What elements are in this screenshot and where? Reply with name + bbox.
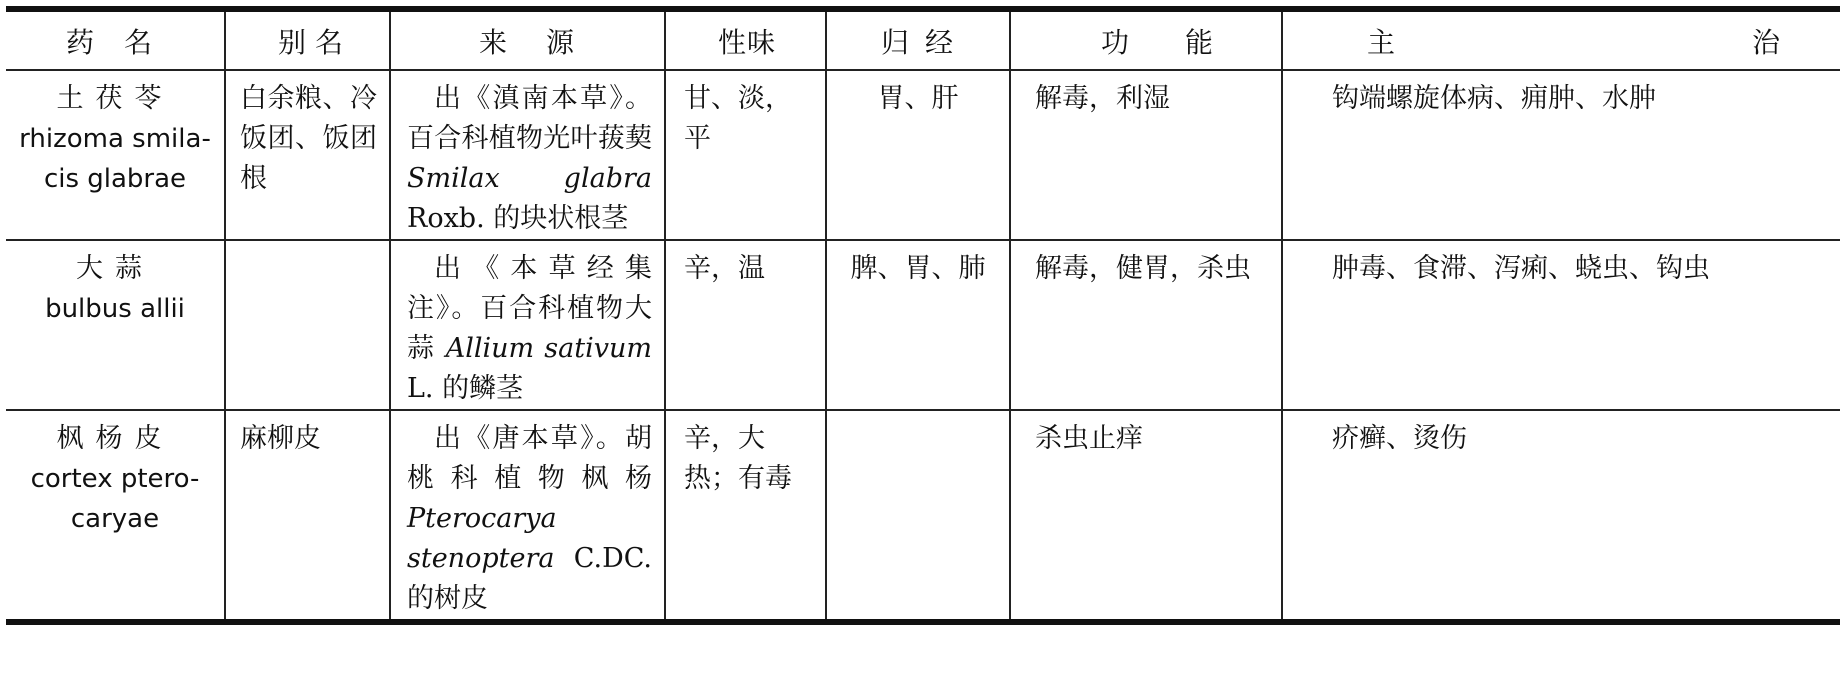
herb-name-chinese: 土茯苓: [56, 83, 174, 114]
latin-species-name: Allium sativum: [445, 333, 652, 364]
source-text: Roxb. 的块状根茎: [407, 203, 629, 234]
cell-meridian: 胃、肝: [826, 70, 1010, 240]
header-name: [6, 9, 225, 70]
latin-species-name: Smilax glabra: [407, 163, 652, 194]
header-function: [1010, 9, 1282, 70]
header-function-char-1: 功: [1101, 25, 1130, 59]
header-meridian-char-2: 经: [924, 25, 953, 59]
table-row: [6, 410, 1840, 622]
cell-source: [390, 410, 665, 622]
cell-meridian: [826, 410, 1010, 622]
header-row: [6, 9, 1840, 70]
header-meridian: [826, 9, 1010, 70]
cell-function: 解毒，利湿: [1010, 70, 1282, 240]
cell-source: [390, 70, 665, 240]
header-alias-char-2: 名: [314, 25, 343, 59]
header-name-char-1: 药: [66, 25, 95, 59]
cell-meridian: 脾、胃、肺: [826, 240, 1010, 410]
header-taste: [665, 9, 826, 70]
herb-name-chinese: 枫杨皮: [56, 423, 174, 454]
source-text: C.DC. 的树皮: [407, 543, 652, 614]
herb-name-latin: bulbus allii: [45, 294, 185, 324]
header-source: [390, 9, 665, 70]
cell-name: [6, 240, 225, 410]
cell-taste: 辛，温: [665, 240, 826, 410]
table-row: [6, 240, 1840, 410]
cell-taste: 甘、淡，平: [665, 70, 826, 240]
header-meridian-char-1: 归: [881, 25, 910, 59]
cell-alias: [225, 240, 390, 410]
header-taste-char-1: 性: [718, 25, 747, 59]
table-body: [6, 70, 1840, 622]
herb-name-latin: rhizoma smila-cis glabrae: [19, 124, 211, 194]
cell-function: 杀虫止痒: [1010, 410, 1282, 622]
herb-table: [6, 6, 1840, 625]
header-taste-char-2: 味: [746, 25, 775, 59]
header-alias-char-1: 别: [278, 25, 307, 59]
cell-indication: 肿毒、食滞、泻痢、蛲虫、钩虫: [1282, 240, 1840, 410]
cell-taste: 辛，大热；有毒: [665, 410, 826, 622]
herb-name-latin: cortex ptero-caryae: [30, 464, 200, 534]
header-source-char-2: 源: [545, 25, 574, 59]
header-indication-char-2: 治: [1751, 25, 1780, 59]
cell-alias: 白余粮、冷饭团、饭团根: [225, 70, 390, 240]
header-source-char-1: 来: [479, 25, 508, 59]
table-row: [6, 70, 1840, 240]
cell-indication: 钩端螺旋体病、痈肿、水肿: [1282, 70, 1840, 240]
cell-indication: 疥癣、烫伤: [1282, 410, 1840, 622]
cell-name: [6, 70, 225, 240]
source-text: 出《滇南本草》。百合科植物光叶菝葜: [407, 83, 652, 154]
cell-source: [390, 240, 665, 410]
header-name-char-2: 名: [123, 25, 152, 59]
header-indication-char-1: 主: [1367, 25, 1396, 59]
source-text: L. 的鳞茎: [407, 373, 524, 404]
source-text: 出《本草经集注》。百合科植物大蒜: [407, 253, 652, 364]
header-indication: [1282, 9, 1840, 70]
herb-name-chinese: 大蒜: [76, 253, 154, 284]
latin-species-name: Pterocarya stenoptera: [407, 503, 557, 574]
cell-function: 解毒，健胃，杀虫: [1010, 240, 1282, 410]
header-alias: [225, 9, 390, 70]
header-function-char-2: 能: [1184, 25, 1213, 59]
cell-name: [6, 410, 225, 622]
cell-alias: 麻柳皮: [225, 410, 390, 622]
source-text: 出《唐本草》。胡桃科植物枫杨: [407, 423, 652, 494]
